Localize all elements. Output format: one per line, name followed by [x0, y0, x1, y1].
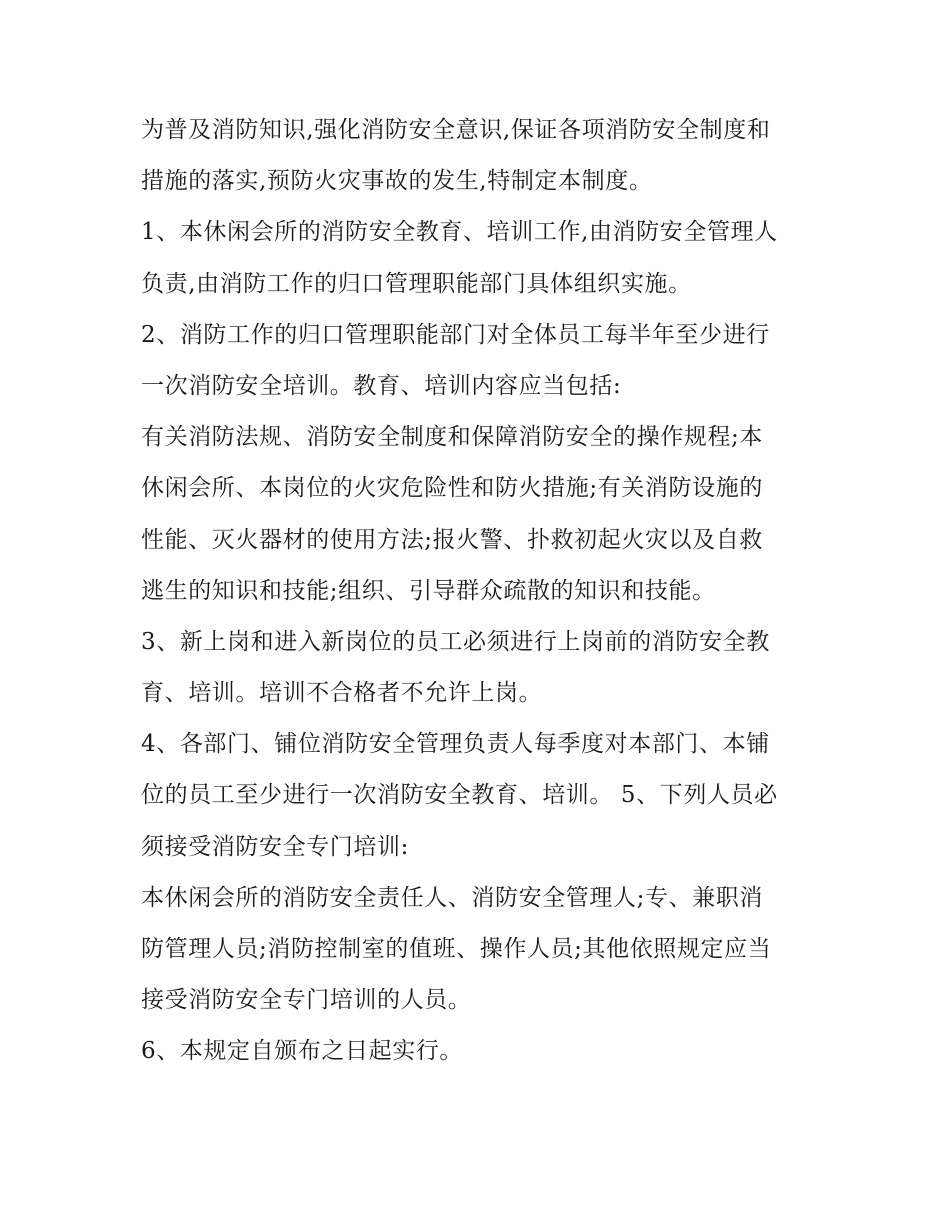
- text-line: 有关消防法规、消防安全制度和保障消防安全的操作规程;本: [141, 424, 763, 451]
- text-line: 2、消防工作的归口管理职能部门对全体员工每半年至少进行: [141, 321, 770, 348]
- text-line: 3、新上岗和进入新岗位的员工必须进行上岗前的消防安全教: [141, 628, 770, 655]
- document-body: [141, 105, 811, 1078]
- text-line: 本休闲会所的消防安全责任人、消防安全管理人;专、兼职消: [141, 884, 763, 911]
- text-line: 须接受消防安全专门培训:: [141, 833, 409, 860]
- text-line: 休闲会所、本岗位的火灾危险性和防火措施;有关消防设施的: [141, 475, 763, 502]
- text-line: 4、各部门、铺位消防安全管理负责人每季度对本部门、本铺: [141, 731, 770, 758]
- text-line: 接受消防安全专门培训的人员。: [141, 987, 472, 1014]
- text-line: 措施的落实,预防火灾事故的发生,特制定本制度。: [141, 168, 653, 195]
- text-line: 位的员工至少进行一次消防安全教育、培训。 5、下列人员必: [141, 782, 778, 809]
- text-line: 育、培训。培训不合格者不允许上岗。: [141, 680, 543, 707]
- text-line: 负责,由消防工作的归口管理职能部门具体组织实施。: [141, 270, 692, 297]
- text-line: 6、本规定自颁布之日起实行。: [141, 1038, 464, 1065]
- text-line: 逃生的知识和技能;组织、引导群众疏散的知识和技能。: [141, 577, 716, 604]
- text-line: 性能、灭火器材的使用方法;报火警、扑救初起火灾以及自救: [141, 526, 763, 553]
- text-line: 1、本休闲会所的消防安全教育、培训工作,由消防安全管理人: [141, 219, 778, 246]
- text-line: 为普及消防知识,强化消防安全意识,保证各项消防安全制度和: [141, 117, 771, 143]
- text-line: 防管理人员;消防控制室的值班、操作人员;其他依照规定应当: [141, 936, 772, 962]
- text-line: 一次消防安全培训。教育、培训内容应当包括:: [141, 372, 622, 399]
